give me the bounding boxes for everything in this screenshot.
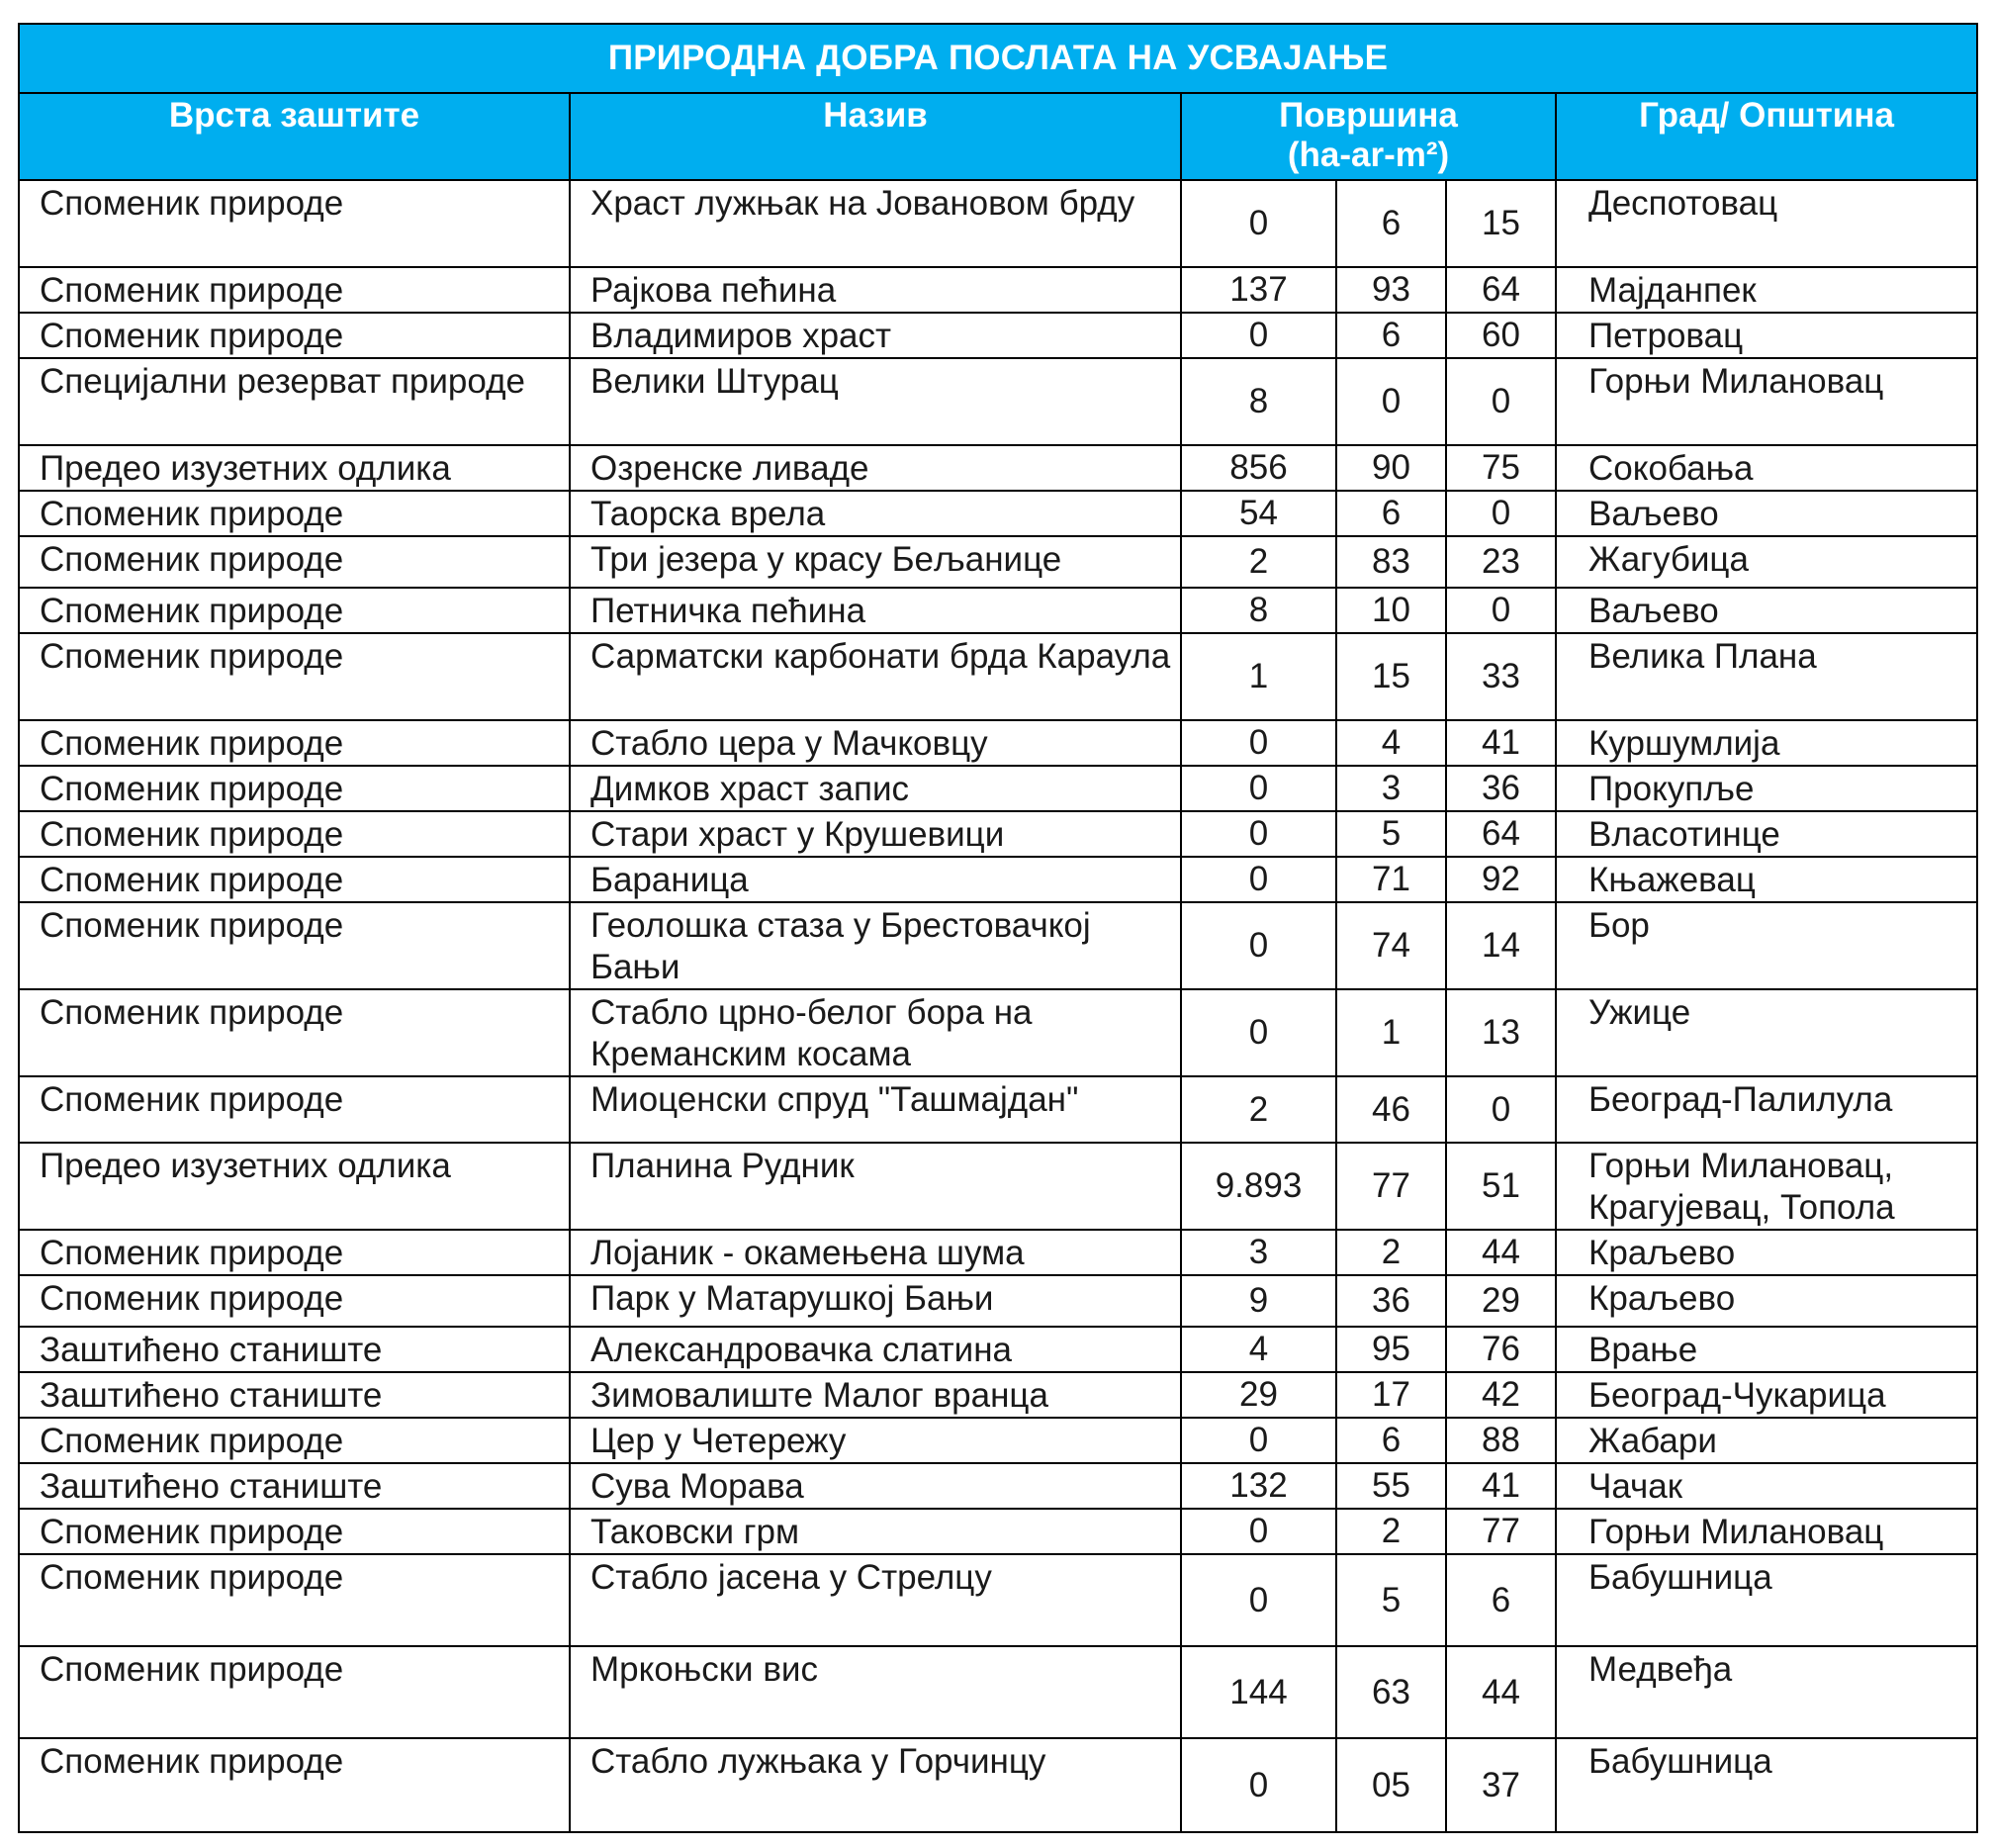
cell-name: Стари храст у Крушевици	[570, 811, 1181, 857]
cell-protection-type: Споменик природе	[19, 1738, 570, 1832]
cell-protection-type: Споменик природе	[19, 857, 570, 902]
cell-area-m2: 88	[1446, 1418, 1556, 1463]
cell-area-ha: 8	[1181, 358, 1336, 445]
cell-protection-type: Споменик природе	[19, 491, 570, 536]
table-row	[19, 1230, 1977, 1275]
cell-name: Бараница	[570, 857, 1181, 902]
cell-area-m2: 41	[1446, 1463, 1556, 1509]
table-body	[19, 180, 1977, 1832]
cell-city: Горњи Милановац, Крагујевац, Топола	[1556, 1143, 1977, 1230]
cell-area-ha: 9	[1181, 1275, 1336, 1327]
table-row	[19, 358, 1977, 445]
cell-city: Чачак	[1556, 1463, 1977, 1509]
protected-areas-table-wrapper	[18, 23, 1978, 1833]
cell-area-ar: 63	[1336, 1646, 1446, 1738]
cell-name: Александровачка слатина	[570, 1327, 1181, 1372]
cell-name: Димков храст запис	[570, 766, 1181, 811]
cell-area-m2: 14	[1446, 902, 1556, 989]
cell-protection-type: Споменик природе	[19, 633, 570, 720]
cell-name: Владимиров храст	[570, 313, 1181, 358]
table-row	[19, 1418, 1977, 1463]
cell-city: Ужице	[1556, 989, 1977, 1076]
cell-protection-type: Споменик природе	[19, 811, 570, 857]
cell-area-ha: 856	[1181, 445, 1336, 491]
cell-area-ha: 144	[1181, 1646, 1336, 1738]
cell-name: Цер у Четережу	[570, 1418, 1181, 1463]
cell-area-m2: 13	[1446, 989, 1556, 1076]
cell-protection-type: Споменик природе	[19, 902, 570, 989]
cell-area-ha: 3	[1181, 1230, 1336, 1275]
cell-area-ar: 5	[1336, 1554, 1446, 1646]
cell-protection-type: Споменик природе	[19, 1275, 570, 1327]
table-row	[19, 720, 1977, 766]
cell-area-m2: 42	[1446, 1372, 1556, 1418]
cell-area-ha: 4	[1181, 1327, 1336, 1372]
cell-area-ar: 2	[1336, 1230, 1446, 1275]
cell-area-m2: 0	[1446, 588, 1556, 633]
table-row	[19, 313, 1977, 358]
cell-area-ar: 74	[1336, 902, 1446, 989]
cell-protection-type: Споменик природе	[19, 989, 570, 1076]
cell-area-ar: 6	[1336, 313, 1446, 358]
cell-area-ar: 83	[1336, 536, 1446, 588]
cell-area-ar: 93	[1336, 267, 1446, 313]
cell-area-ar: 71	[1336, 857, 1446, 902]
cell-city: Бор	[1556, 902, 1977, 989]
cell-protection-type: Споменик природе	[19, 1230, 570, 1275]
cell-city: Прокупље	[1556, 766, 1977, 811]
cell-area-m2: 64	[1446, 267, 1556, 313]
cell-area-ar: 2	[1336, 1509, 1446, 1554]
cell-protection-type: Споменик природе	[19, 588, 570, 633]
cell-protection-type: Споменик природе	[19, 1076, 570, 1143]
cell-name: Таковски грм	[570, 1509, 1181, 1554]
cell-area-ha: 0	[1181, 180, 1336, 267]
cell-name: Стабло црно-белог бора на Креманским косама	[570, 989, 1181, 1076]
cell-area-m2: 36	[1446, 766, 1556, 811]
cell-name: Сарматски карбонати брда Караула	[570, 633, 1181, 720]
table-row	[19, 1463, 1977, 1509]
table-row	[19, 267, 1977, 313]
table-row	[19, 811, 1977, 857]
cell-city: Жагубица	[1556, 536, 1977, 588]
cell-name: Озренске ливаде	[570, 445, 1181, 491]
cell-area-ar: 0	[1336, 358, 1446, 445]
cell-city: Краљево	[1556, 1275, 1977, 1327]
header-row	[19, 93, 1977, 180]
table-row	[19, 536, 1977, 588]
cell-name: Стабло лужњака у Горчинцу	[570, 1738, 1181, 1832]
cell-area-m2: 75	[1446, 445, 1556, 491]
cell-name: Парк у Матарушкој Бањи	[570, 1275, 1181, 1327]
cell-city: Деспотовац	[1556, 180, 1977, 267]
header-protection-type: Врста заштите	[19, 93, 570, 180]
cell-area-ha: 132	[1181, 1463, 1336, 1509]
cell-area-ha: 0	[1181, 313, 1336, 358]
cell-area-ar: 46	[1336, 1076, 1446, 1143]
cell-protection-type: Споменик природе	[19, 313, 570, 358]
table-row	[19, 1327, 1977, 1372]
cell-protection-type: Споменик природе	[19, 766, 570, 811]
cell-area-ha: 0	[1181, 902, 1336, 989]
cell-city: Мајданпек	[1556, 267, 1977, 313]
cell-area-ar: 6	[1336, 491, 1446, 536]
cell-area-ha: 9.893	[1181, 1143, 1336, 1230]
cell-area-ha: 1	[1181, 633, 1336, 720]
cell-area-m2: 0	[1446, 1076, 1556, 1143]
cell-protection-type: Споменик природе	[19, 1418, 570, 1463]
table-row	[19, 1646, 1977, 1738]
cell-protection-type: Споменик природе	[19, 1509, 570, 1554]
cell-area-ar: 10	[1336, 588, 1446, 633]
cell-city: Ваљево	[1556, 588, 1977, 633]
cell-area-ha: 0	[1181, 766, 1336, 811]
cell-protection-type: Предео изузетних одлика	[19, 445, 570, 491]
cell-protection-type: Споменик природе	[19, 267, 570, 313]
cell-city: Велика Плана	[1556, 633, 1977, 720]
cell-area-ha: 8	[1181, 588, 1336, 633]
cell-area-m2: 0	[1446, 491, 1556, 536]
cell-protection-type: Заштићено станиште	[19, 1372, 570, 1418]
cell-name: Планина Рудник	[570, 1143, 1181, 1230]
cell-name: Таорска врела	[570, 491, 1181, 536]
cell-area-ar: 5	[1336, 811, 1446, 857]
cell-area-ha: 0	[1181, 857, 1336, 902]
cell-name: Стабло јасена у Стрелцу	[570, 1554, 1181, 1646]
cell-area-ar: 55	[1336, 1463, 1446, 1509]
cell-name: Мркоњски вис	[570, 1646, 1181, 1738]
cell-area-ar: 15	[1336, 633, 1446, 720]
cell-area-m2: 60	[1446, 313, 1556, 358]
cell-protection-type: Споменик природе	[19, 720, 570, 766]
cell-city: Ваљево	[1556, 491, 1977, 536]
cell-name: Геолошка стаза у Брестовачкој Бањи	[570, 902, 1181, 989]
cell-name: Три језера у красу Бељанице	[570, 536, 1181, 588]
protected-areas-table	[18, 23, 1978, 1833]
table-row	[19, 1076, 1977, 1143]
cell-area-ha: 2	[1181, 536, 1336, 588]
cell-area-m2: 23	[1446, 536, 1556, 588]
cell-area-ar: 90	[1336, 445, 1446, 491]
cell-area-ar: 6	[1336, 180, 1446, 267]
cell-name: Сува Морава	[570, 1463, 1181, 1509]
cell-protection-type: Споменик природе	[19, 536, 570, 588]
cell-area-ha: 0	[1181, 1738, 1336, 1832]
cell-area-m2: 6	[1446, 1554, 1556, 1646]
cell-area-ha: 0	[1181, 1509, 1336, 1554]
table-title: ПРИРОДНА ДОБРА ПОСЛАТА НА УСВАЈАЊЕ	[19, 24, 1977, 93]
table-row	[19, 633, 1977, 720]
cell-area-ha: 29	[1181, 1372, 1336, 1418]
cell-area-m2: 51	[1446, 1143, 1556, 1230]
cell-city: Књажевац	[1556, 857, 1977, 902]
table-row	[19, 180, 1977, 267]
cell-area-m2: 41	[1446, 720, 1556, 766]
table-row	[19, 766, 1977, 811]
cell-area-ha: 137	[1181, 267, 1336, 313]
cell-area-ar: 05	[1336, 1738, 1446, 1832]
cell-city: Бабушница	[1556, 1738, 1977, 1832]
cell-city: Краљево	[1556, 1230, 1977, 1275]
cell-area-ar: 95	[1336, 1327, 1446, 1372]
cell-area-m2: 44	[1446, 1646, 1556, 1738]
table-row	[19, 902, 1977, 989]
table-row	[19, 1554, 1977, 1646]
cell-city: Медвеђа	[1556, 1646, 1977, 1738]
cell-area-m2: 92	[1446, 857, 1556, 902]
title-row	[19, 24, 1977, 93]
cell-area-m2: 44	[1446, 1230, 1556, 1275]
table-row	[19, 989, 1977, 1076]
cell-area-m2: 29	[1446, 1275, 1556, 1327]
cell-city: Сокобања	[1556, 445, 1977, 491]
cell-city: Куршумлија	[1556, 720, 1977, 766]
cell-name: Петничка пећина	[570, 588, 1181, 633]
table-row	[19, 1738, 1977, 1832]
cell-city: Београд-Палилула	[1556, 1076, 1977, 1143]
cell-protection-type: Заштићено станиште	[19, 1463, 570, 1509]
cell-area-m2: 76	[1446, 1327, 1556, 1372]
table-row	[19, 1372, 1977, 1418]
header-city: Град/ Општина	[1556, 93, 1977, 180]
cell-area-ar: 6	[1336, 1418, 1446, 1463]
cell-city: Бабушница	[1556, 1554, 1977, 1646]
cell-name: Велики Штурац	[570, 358, 1181, 445]
cell-area-ar: 36	[1336, 1275, 1446, 1327]
table-row	[19, 1509, 1977, 1554]
cell-area-ha: 0	[1181, 811, 1336, 857]
cell-name: Миоценски спруд "Ташмајдан"	[570, 1076, 1181, 1143]
cell-area-ar: 3	[1336, 766, 1446, 811]
cell-city: Врање	[1556, 1327, 1977, 1372]
table-row	[19, 445, 1977, 491]
cell-city: Горњи Милановац	[1556, 1509, 1977, 1554]
table-row	[19, 1275, 1977, 1327]
cell-area-m2: 77	[1446, 1509, 1556, 1554]
cell-protection-type: Споменик природе	[19, 1646, 570, 1738]
table-row	[19, 491, 1977, 536]
cell-protection-type: Специјални резерват природе	[19, 358, 570, 445]
table-row	[19, 857, 1977, 902]
cell-protection-type: Споменик природе	[19, 1554, 570, 1646]
cell-area-ha: 0	[1181, 720, 1336, 766]
cell-protection-type: Споменик природе	[19, 180, 570, 267]
cell-city: Жабари	[1556, 1418, 1977, 1463]
cell-area-ar: 1	[1336, 989, 1446, 1076]
cell-area-ar: 4	[1336, 720, 1446, 766]
cell-area-ha: 2	[1181, 1076, 1336, 1143]
cell-city: Горњи Милановац	[1556, 358, 1977, 445]
cell-area-m2: 37	[1446, 1738, 1556, 1832]
header-area-units: (ha-ar-m²)	[1287, 136, 1450, 174]
header-name: Назив	[570, 93, 1181, 180]
cell-name: Храст лужњак на Јовановом брду	[570, 180, 1181, 267]
cell-area-ar: 77	[1336, 1143, 1446, 1230]
cell-name: Стабло цера у Мачковцу	[570, 720, 1181, 766]
cell-name: Рајкова пећина	[570, 267, 1181, 313]
cell-area-ha: 54	[1181, 491, 1336, 536]
cell-city: Петровац	[1556, 313, 1977, 358]
cell-area-ha: 0	[1181, 1554, 1336, 1646]
cell-protection-type: Предео изузетних одлика	[19, 1143, 570, 1230]
header-area	[1181, 93, 1556, 180]
cell-area-ar: 17	[1336, 1372, 1446, 1418]
cell-area-ha: 0	[1181, 1418, 1336, 1463]
cell-area-m2: 0	[1446, 358, 1556, 445]
table-row	[19, 588, 1977, 633]
cell-area-m2: 64	[1446, 811, 1556, 857]
cell-city: Власотинце	[1556, 811, 1977, 857]
cell-area-ha: 0	[1181, 989, 1336, 1076]
cell-city: Београд-Чукарица	[1556, 1372, 1977, 1418]
cell-area-m2: 33	[1446, 633, 1556, 720]
header-area-label: Површина	[1279, 96, 1458, 135]
cell-protection-type: Заштићено станиште	[19, 1327, 570, 1372]
cell-area-m2: 15	[1446, 180, 1556, 267]
table-row	[19, 1143, 1977, 1230]
cell-name: Лојаник - окамењена шума	[570, 1230, 1181, 1275]
cell-name: Зимовалиште Малог вранца	[570, 1372, 1181, 1418]
